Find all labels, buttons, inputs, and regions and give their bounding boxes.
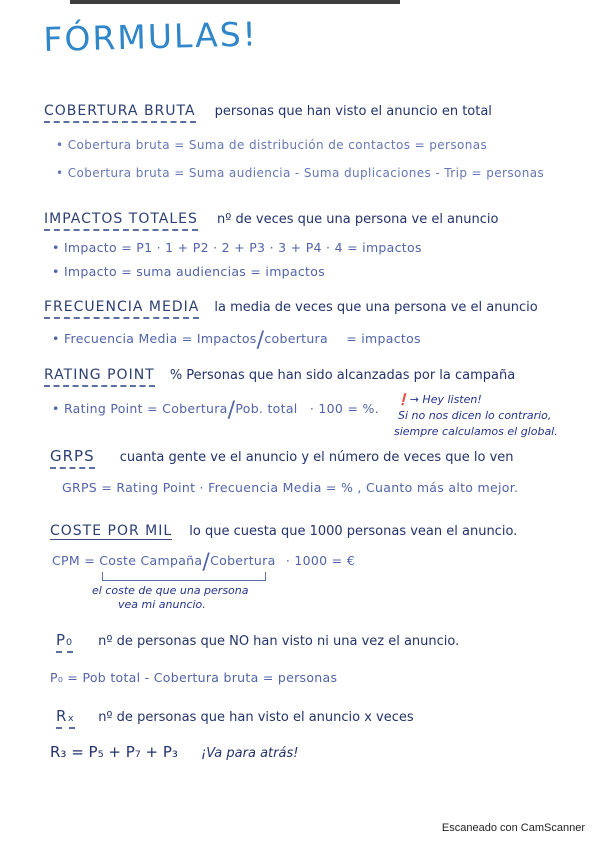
section-impactos <box>44 208 498 227</box>
heading-cobertura: COBERTURA BRUTA <box>44 103 196 123</box>
note-rating-2: Si no nos dicen lo contrario, <box>398 409 552 422</box>
desc-rx: nº de personas que han visto el anuncio x veces <box>98 710 414 725</box>
page-edge-line <box>70 0 400 4</box>
formula-frecuencia <box>52 330 421 352</box>
fraction-slash: / <box>227 398 236 423</box>
section-rx <box>56 706 414 725</box>
formula-cpm-den: Cobertura <box>210 553 276 568</box>
formula-rx <box>50 742 298 761</box>
note-cpm-2: vea mi anuncio. <box>118 598 206 611</box>
heading-frecuencia: FRECUENCIA MEDIA <box>44 299 199 319</box>
formula-rx-expr: R₃ = P₅ + P₇ + P₃ <box>50 743 178 761</box>
desc-grps: cuanta gente ve el anuncio y el número de veces que lo ven <box>119 450 514 465</box>
note-rating-title: Hey listen! <box>422 393 482 406</box>
formula-frecuencia-num: • Frecuencia Media = Impactos <box>52 331 257 346</box>
heading-rating: RATING POINT <box>44 367 155 387</box>
desc-cobertura: personas que han visto el anuncio en total <box>214 104 492 119</box>
heading-cpm: COSTE POR MIL <box>50 523 173 539</box>
section-grps <box>50 446 514 465</box>
formula-rating <box>52 400 379 422</box>
section-frecuencia <box>44 296 538 315</box>
section-p0 <box>56 630 459 649</box>
formula-frecuencia-den: cobertura <box>264 331 328 346</box>
heading-impactos: IMPACTOS TOTALES <box>44 211 198 231</box>
formula-rating-den: Pob. total <box>235 401 298 416</box>
formula-frecuencia-result: = impactos <box>346 331 421 346</box>
bullet-impactos-1: • Impacto = P1 · 1 + P2 · 2 + P3 · 3 + P4 · 4 = impactos <box>52 240 422 255</box>
formula-rating-num: • Rating Point = Cobertura <box>52 401 228 416</box>
formula-cpm-result: · 1000 = € <box>285 553 355 568</box>
bullet-cobertura-1: • Cobertura bruta = Suma de distribución de contactos = personas <box>56 138 488 152</box>
formula-rating-result: · 100 = %. <box>309 401 379 416</box>
note-rating-3: siempre calculamos el global. <box>394 425 558 438</box>
note-cpm-1: el coste de que una persona <box>92 584 249 597</box>
desc-p0: nº de personas que NO han visto ni una vez el anuncio. <box>98 634 460 649</box>
section-cobertura <box>44 100 492 119</box>
desc-rating: % Personas que han sido alcanzadas por la campaña <box>169 368 516 383</box>
heading-p0: P₀ <box>56 631 73 653</box>
section-cpm <box>50 520 517 539</box>
bullet-impactos-2: • Impacto = suma audiencias = impactos <box>52 264 326 279</box>
page-title: FÓRMULAS! <box>42 14 259 59</box>
bullet-cobertura-2: • Cobertura bruta = Suma audiencia - Suma duplicaciones - Trip = personas <box>56 166 545 180</box>
heading-rx: Rₓ <box>56 707 75 729</box>
fraction-slash: / <box>202 550 211 575</box>
desc-impactos: nº de veces que una persona ve el anuncio <box>217 212 499 227</box>
note-rx: ¡Va para atrás! <box>201 746 299 761</box>
desc-frecuencia: la media de veces que una persona ve el anuncio <box>214 300 538 315</box>
section-rating <box>44 364 515 383</box>
formula-cpm-num: CPM = Coste Campaña <box>52 553 203 568</box>
underbrace <box>102 572 266 581</box>
note-rating-1 <box>396 393 482 406</box>
formula-p0: P₀ = Pob total - Cobertura bruta = personas <box>50 670 338 685</box>
desc-cpm: lo que cuesta que 1000 personas vean el anuncio. <box>189 524 518 539</box>
exclaim-icon: ❗→ <box>396 393 419 406</box>
scanner-watermark: Escaneado con CamScanner <box>441 822 585 834</box>
fraction-slash: / <box>256 328 265 353</box>
formula-cpm <box>52 552 355 574</box>
heading-grps: GRPS <box>50 447 95 469</box>
formula-grps: GRPS = Rating Point · Frecuencia Media = % , Cuanto más alto mejor. <box>62 480 519 495</box>
